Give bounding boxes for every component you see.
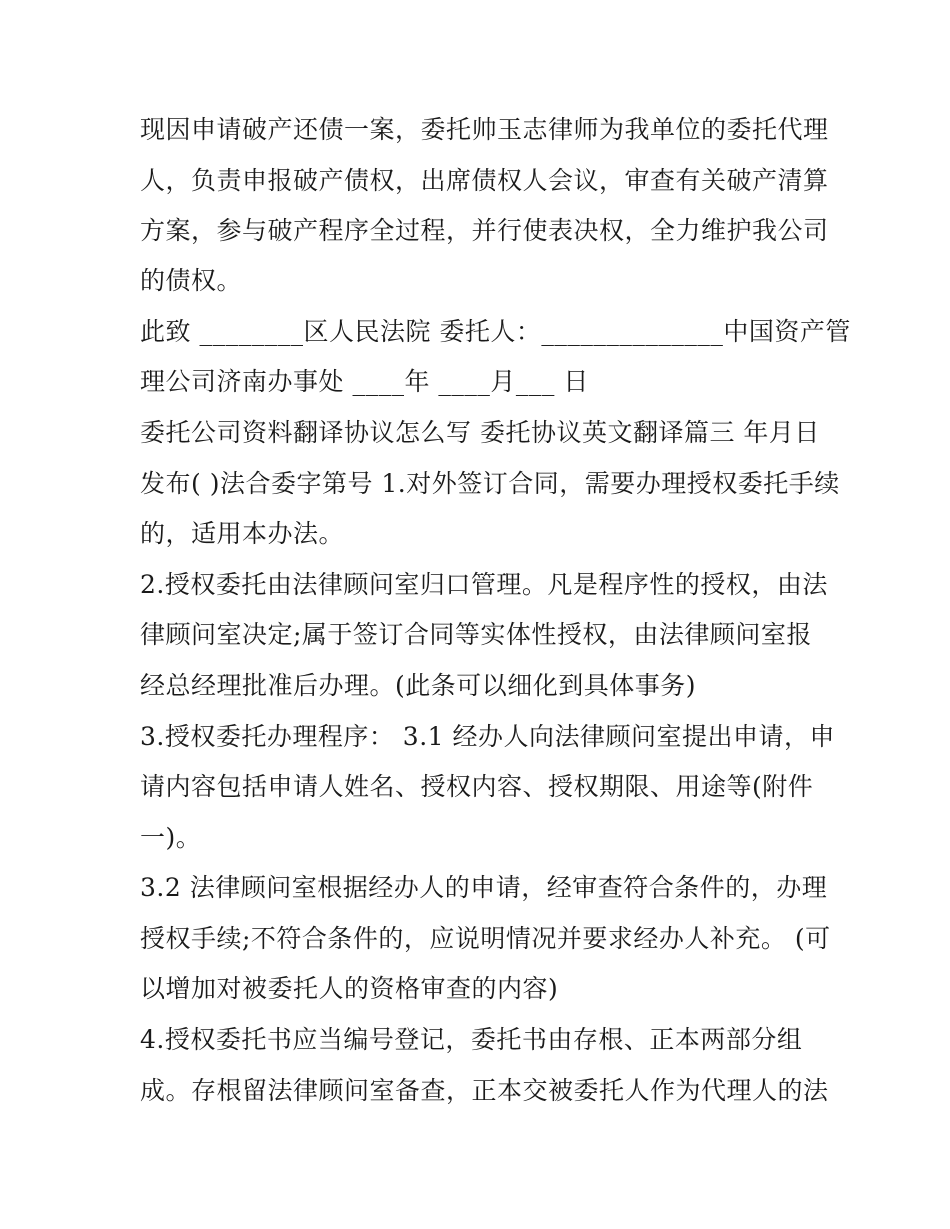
text-line: 成。存根留法律顾问室备查，正本交被委托人作为代理人的法 [140, 1076, 829, 1105]
text-line: 委托公司资料翻译协议怎么写 委托协议英文翻译篇三 年月日 [140, 418, 820, 447]
text-line: 一)。 [140, 823, 202, 852]
text-line: 以增加对被委托人的资格审查的内容) [140, 974, 559, 1003]
text-line: 的，适用本办法。 [140, 519, 345, 548]
text-line: 请内容包括申请人姓名、授权内容、授权期限、用途等(附件 [140, 772, 814, 801]
text-line: 3.授权委托办理程序： 3.1 经办人向法律顾问室提出申请，申 [140, 722, 836, 751]
text-line: 4.授权委托书应当编号登记，委托书由存根、正本两部分组 [140, 1025, 803, 1054]
text-line: 发布( )法合委字第号 1.对外签订合同，需要办理授权委托手续 [140, 469, 840, 498]
text-line: 2.授权委托由法律顾问室归口管理。凡是程序性的授权，由法 [140, 570, 828, 599]
text-line: 3.2 法律顾问室根据经办人的申请，经审查符合条件的，办理 [140, 873, 828, 902]
text-line: 授权手续;不符合条件的，应说明情况并要求经办人补充。 (可 [140, 924, 831, 953]
text-line: 此致 ________区人民法院 委托人：______________中国资产管 [140, 317, 851, 346]
text-line: 律顾问室决定;属于签订合同等实体性授权，由法律顾问室报 [140, 620, 812, 649]
text-line: 方案，参与破产程序全过程，并行使表决权，全力维护我公司 [140, 216, 829, 245]
text-line: 人，负责申报破产债权，出席债权人会议，审查有关破产清算 [140, 166, 829, 195]
text-line: 现因申请破产还债一案，委托帅玉志律师为我单位的委托代理 [140, 115, 829, 144]
text-line: 的债权。 [140, 266, 243, 295]
text-line: 理公司济南办事处 ____年 ____月___ 日 [140, 367, 589, 396]
text-line: 经总经理批准后办理。(此条可以细化到具体事务) [140, 671, 697, 700]
